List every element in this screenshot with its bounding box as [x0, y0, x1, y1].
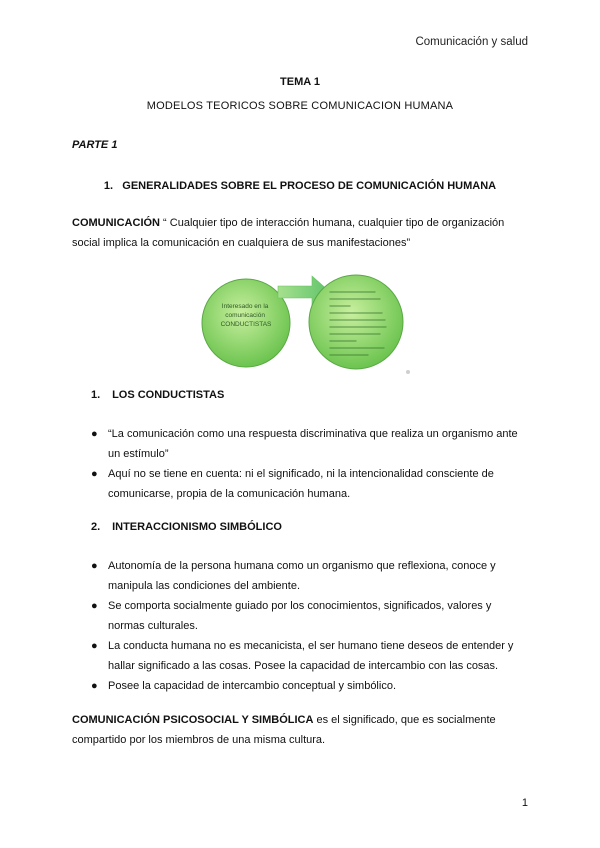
part-label: PARTE 1: [72, 139, 118, 151]
bullet-icon: ●: [91, 680, 98, 692]
section-title: INTERACCIONISMO SIMBÓLICO: [112, 521, 282, 533]
conductistas-list: [72, 424, 528, 504]
small-dot: [406, 370, 410, 374]
topic-subtitle: MODELOS TEORICOS SOBRE COMUNICACION HUMANA: [146, 100, 454, 112]
section-conductistas-heading: [91, 389, 224, 401]
list-item: ● Autonomía de la persona humana como un organismo que reflexiona, conoce y manipula las condiciones del ambiente.: [72, 556, 528, 596]
left-circle-line-3: CONDUCTISTAS: [220, 321, 272, 328]
closing-text: es el significado, que es socialmente compartido por los miembros de una misma cultura.: [72, 714, 496, 746]
bullet-icon: ●: [91, 468, 98, 480]
conductistas-diagram: [200, 268, 414, 378]
heading-text: GENERALIDADES SOBRE EL PROCESO DE COMUNICACIÓN HUMANA: [122, 180, 497, 192]
list-item: ● La conducta humana no es mecanicista, el ser humano tiene deseos de entender y hallar significado a las cosas. Posee la capacidad de intercambio con las cosas.: [72, 636, 528, 676]
section-number: 1.: [91, 389, 101, 401]
bullet-icon: ●: [91, 428, 98, 440]
bullet-icon: ●: [91, 600, 98, 612]
bullet-icon: ●: [91, 640, 98, 652]
section-number: 2.: [91, 521, 101, 533]
running-header: Comunicación y salud: [415, 36, 528, 48]
intro-term: COMUNICACIÓN: [72, 217, 160, 229]
intro-paragraph: [72, 213, 528, 253]
list-item: ● “La comunicación como una respuesta discriminativa que realiza un organismo ante un estímulo”: [72, 424, 528, 464]
section-interaccionismo-heading: [91, 521, 282, 533]
list-item: ● Se comporta socialmente guiado por los conocimientos, significados, valores y normas culturales.: [72, 596, 528, 636]
heading-number: 1.: [103, 180, 114, 192]
topic-title: TEMA 1: [280, 76, 320, 88]
list-item: ● Posee la capacidad de intercambio conceptual y simbólico.: [72, 676, 528, 696]
list-item: ● Aquí no se tiene en cuenta: ni el significado, ni la intencionalidad consciente de comunicarse, propia de la comunicación humana.: [72, 464, 528, 504]
left-circle-text: [221, 303, 272, 328]
left-circle-line-2: comunicación: [225, 312, 265, 319]
bullet-icon: ●: [91, 560, 98, 572]
interaccionismo-list: [72, 556, 528, 696]
closing-term: COMUNICACIÓN PSICOSOCIAL Y SIMBÓLICA: [72, 714, 314, 726]
left-circle-line-1: Interesado en la: [221, 303, 269, 310]
closing-paragraph: [72, 710, 528, 750]
heading-generalidades: [0, 180, 600, 192]
section-title: LOS CONDUCTISTAS: [112, 389, 225, 401]
page-number: 1: [521, 797, 528, 809]
intro-text: “ Cualquier tipo de interacción humana, cualquier tipo de organización social implica la comunicación en cualquiera de sus manifestaciones”: [72, 217, 505, 249]
